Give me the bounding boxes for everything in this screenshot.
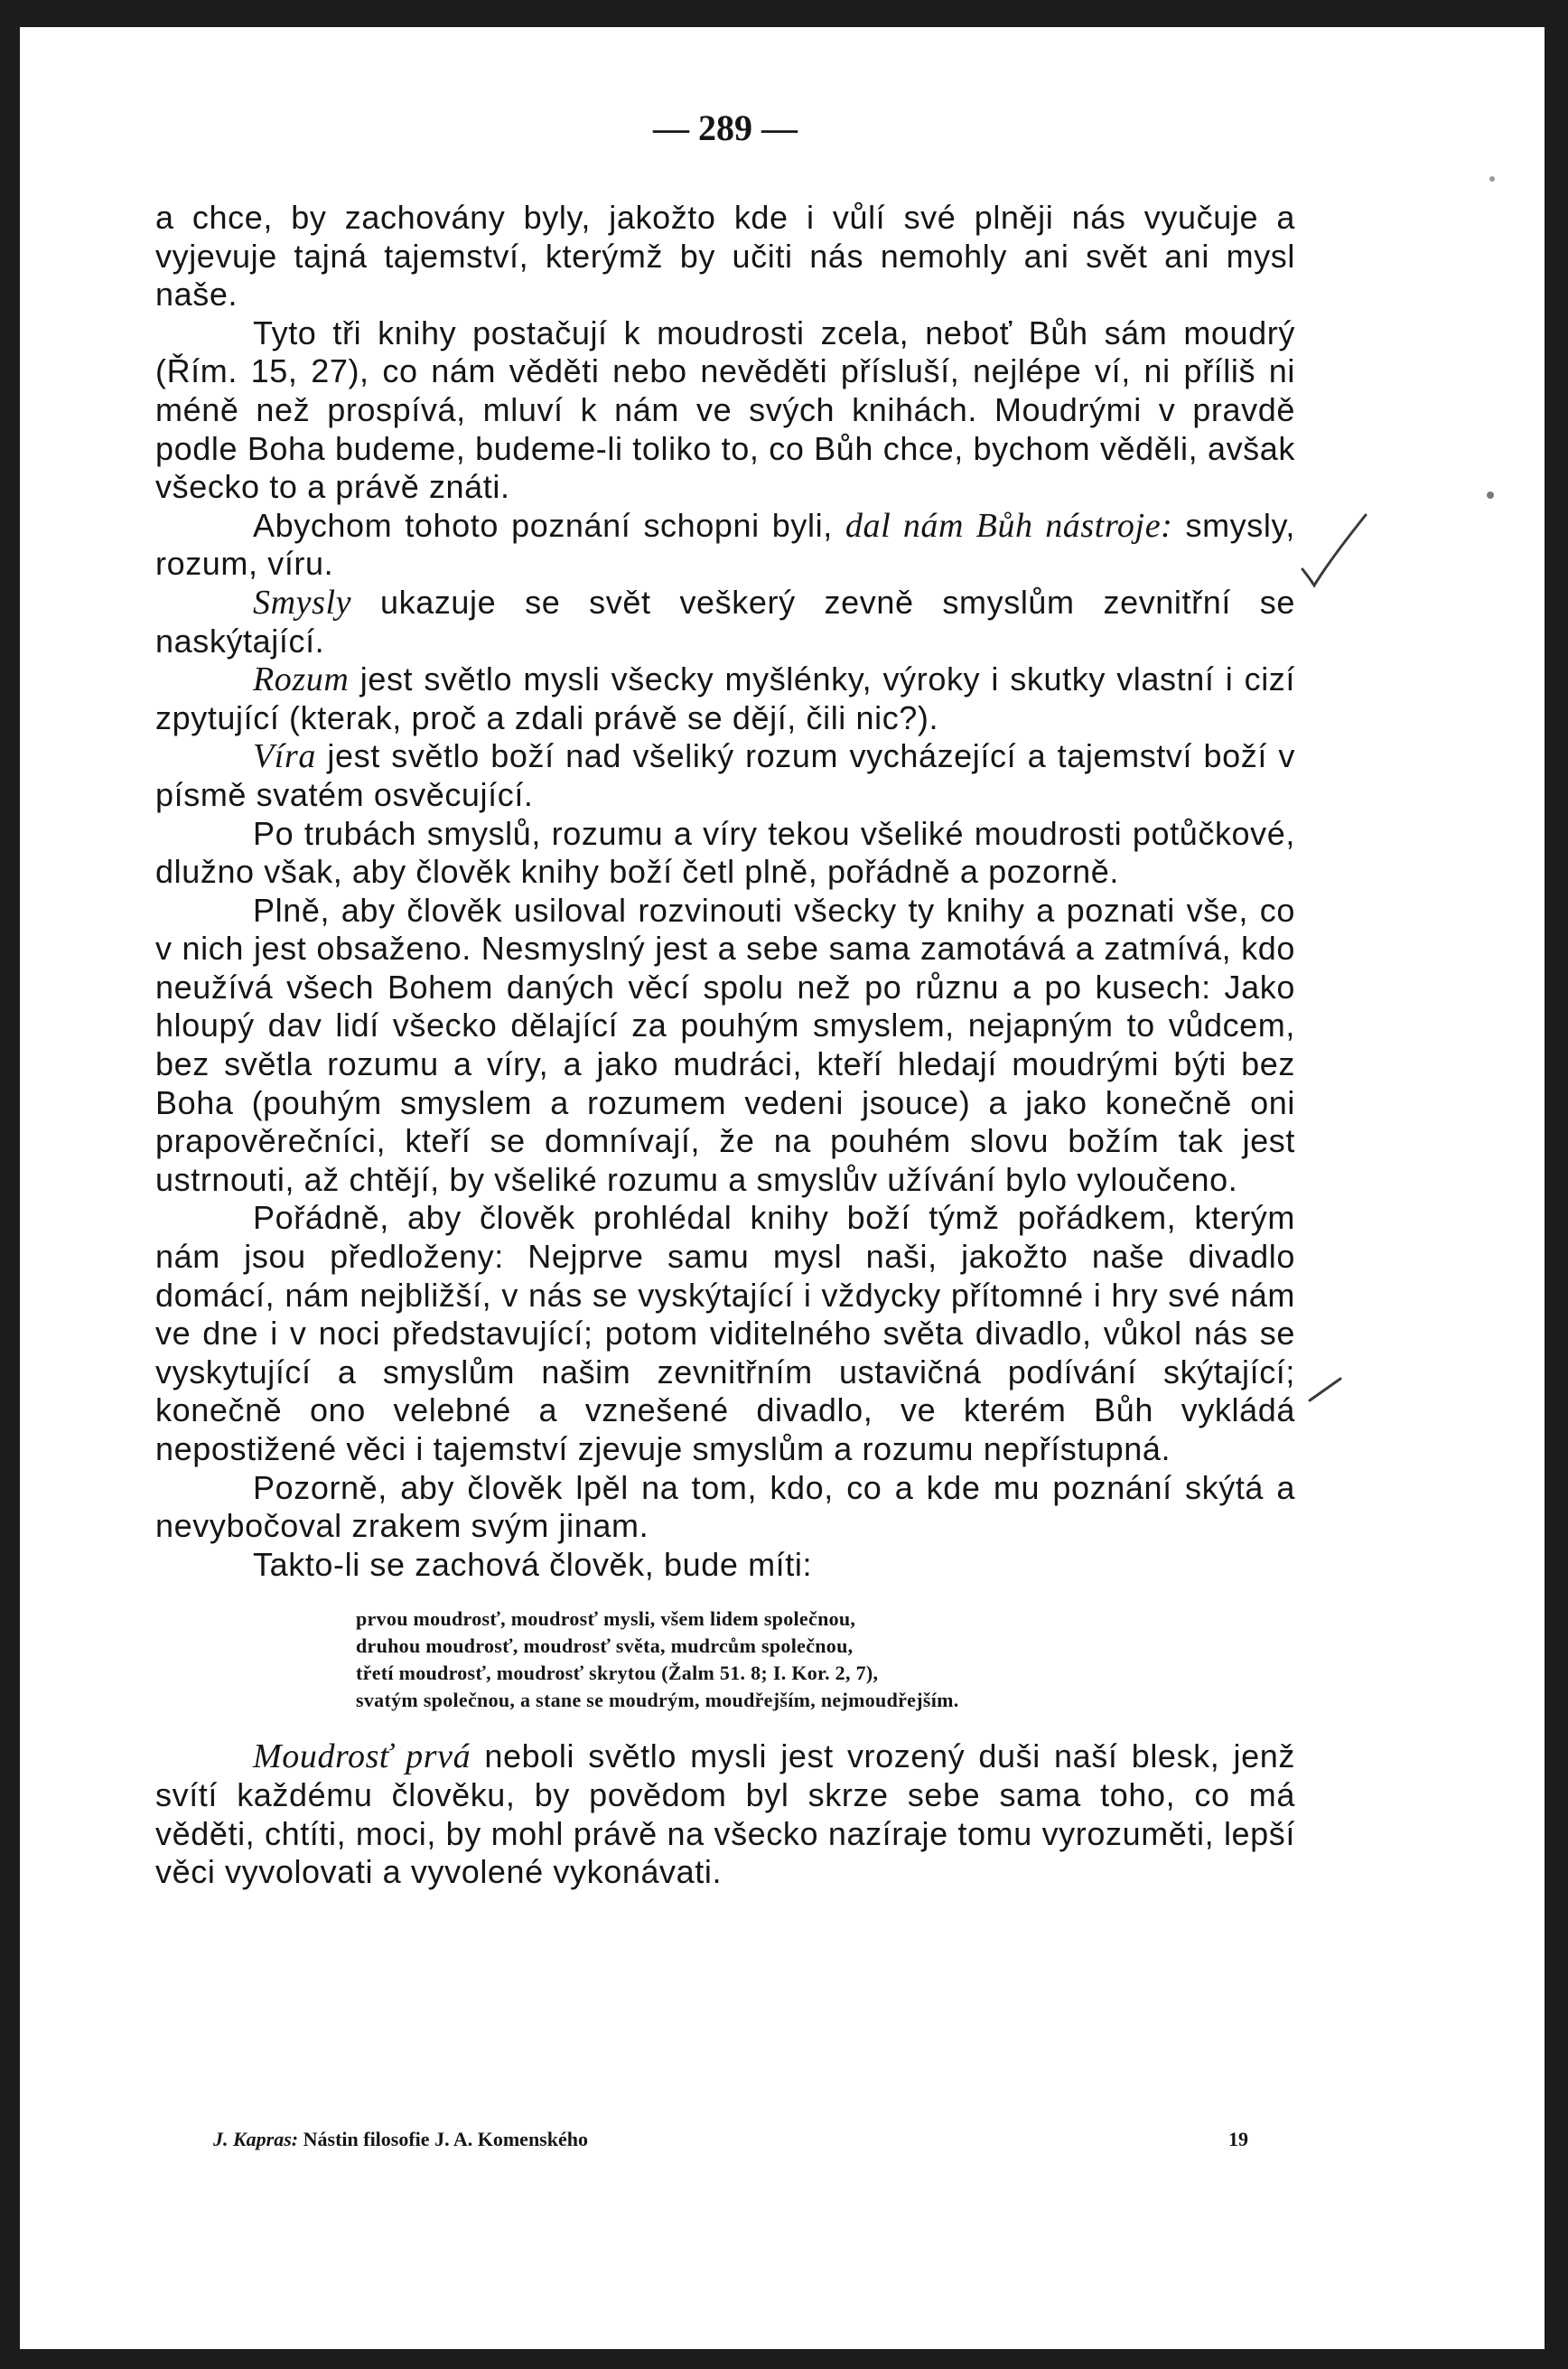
motto-line: druhou moudrosť, moudrosť světa, mudrcům společnou, [356, 1634, 854, 1658]
paragraph-3-tail: smysly, rozum, víru. [155, 506, 1296, 583]
paragraph-3-emphasis: dal nám Bůh nástroje: [845, 506, 1173, 545]
margin-dot [1489, 176, 1495, 182]
book-page [20, 27, 1545, 2349]
footer-title: Nástin filosofie J. A. Komenského [298, 2128, 588, 2150]
paragraph-7: Po trubách smyslů, rozumu a víry tekou všeliké moudrosti potůčkové, dlužno však, aby člověk knihy boží četl plně, pořádně a pozorně. [155, 814, 1295, 891]
page-number: — 289 — [653, 108, 798, 148]
motto-line: svatým společnou, a stane se moudrým, moudřejším, nejmoudřejším. [356, 1689, 959, 1712]
paragraph-11: Takto-li se zachová člověk, bude míti: [253, 1545, 813, 1583]
pencil-slash-mark [1310, 1379, 1340, 1400]
paragraph-vira [155, 737, 1295, 814]
margin-dot [1487, 492, 1494, 499]
paragraph-last [155, 1737, 1295, 1891]
footer-author: J. Kapras: [213, 2128, 299, 2150]
term-moudrost-prva: Moudrosť prvá [253, 1737, 471, 1776]
paragraph-9: Pořádně, aby člověk prohlédal knihy boží týmž pořádkem, kterým nám jsou předloženy: Nejprve samu mysl naši, jakožto naše divadlo domácí, nám nejbližší, v nás se vyskýtající i vždycky přítomné i hry své nám ve dne i v noci představující; potom viditelného světa divadlo, vůkol nás se vyskytující a smyslům našim zevnitřním ustavičná podívání skýtající; konečně ono velebné a vznešené divadlo, ve kterém Bůh vykládá nepostižené věci i tajemství zjevuje smyslům a rozumu nepřístupná. [155, 1199, 1295, 1467]
definition-rozum: jest světlo mysli všecky myšlénky, výroky i skutky vlastní i cizí zpytující (kterak, proč a zdali právě se dějí, čili nic?). [155, 660, 1295, 736]
paragraph-3 [155, 507, 1295, 584]
paragraph-rozum [155, 660, 1295, 737]
footer-source [213, 2128, 588, 2151]
body-text [155, 199, 1295, 1892]
term-smysly: Smysly [253, 583, 352, 622]
motto-block [155, 1606, 1295, 1714]
paragraph-8: Plně, aby člověk usiloval rozvinouti všecky ty knihy a poznati vše, co v nich jest obsaženo. Nesmyslný jest a sebe sama zamotává a zatmívá, kdo neužívá všech Bohem daných věcí spolu než po různu a po kusech: Jako hloupý dav lidí všecko dělající za pouhým smyslem, nejapným to vůdcem, bez světla rozumu a víry, a jako mudráci, kteří hledají moudrými býti bez Boha (pouhým smyslem a rozumem vedeni jsouce) a jako konečně oni prapověrečníci, kteří se domnívají, že na pouhém slovu božím tak jest ustrnouti, až chtějí, by všeliké rozumu a smyslův užívání bylo vyloučeno. [155, 891, 1295, 1198]
definition-vira: jest světlo boží nad všeliký rozum vycházející a tajemství boží v písmě svatém osvěcující. [155, 737, 1295, 813]
signature-mark: 19 [1228, 2128, 1248, 2150]
definition-smysly: ukazuje se svět veškerý zevně smyslům zevnitřní se naskýtající. [155, 583, 1295, 660]
term-rozum: Rozum [253, 660, 350, 699]
paragraph-1: a chce, by zachovány byly, jakožto kde i vůlí své plněji nás vyučuje a vyjevuje tajná tajemství, kterýmž by učiti nás nemohly ani svět ani mysl naše. [155, 199, 1295, 314]
paragraph-2: Tyto tři knihy postačují k moudrosti zcela, neboť Bůh sám moudrý (Řím. 15, 27), co nám věděti nebo nevěděti přísluší, nejlépe ví, ni příliš ni méně než prospívá, mluví k nám ve svých knihách. Moudrými v pravdě podle Boha budeme, budeme-li toliko to, co Bůh chce, bychom věděli, avšak všecko to a právě znáti. [155, 314, 1295, 506]
paragraph-smysly [155, 584, 1295, 660]
paragraph-3-text: Abychom tohoto poznání schopni byli, [253, 506, 845, 544]
motto-line: prvou moudrosť, moudrosť mysli, všem lidem společnou, [356, 1607, 856, 1631]
term-vira: Víra [253, 737, 316, 776]
pencil-check-mark [1302, 515, 1366, 585]
motto-line: třetí moudrosť, moudrosť skrytou (Žalm 51. 8; I. Kor. 2, 7), [356, 1662, 879, 1685]
paragraph-10: Pozorně, aby člověk lpěl na tom, kdo, co a kde mu poznání skýtá a nevybočoval zrakem svým jinam. [155, 1468, 1295, 1545]
paragraph-last-text: neboli světlo mysli jest vrozený duši naší blesk, jenž svítí každému člověku, by povědom byl skrze sebe sama toho, co má věděti, chtíti, moci, by mohl právě na všecko nazíraje tomu vyrozuměti, lepší věci vyvolovati a vyvolené vykonávati. [155, 1737, 1295, 1891]
